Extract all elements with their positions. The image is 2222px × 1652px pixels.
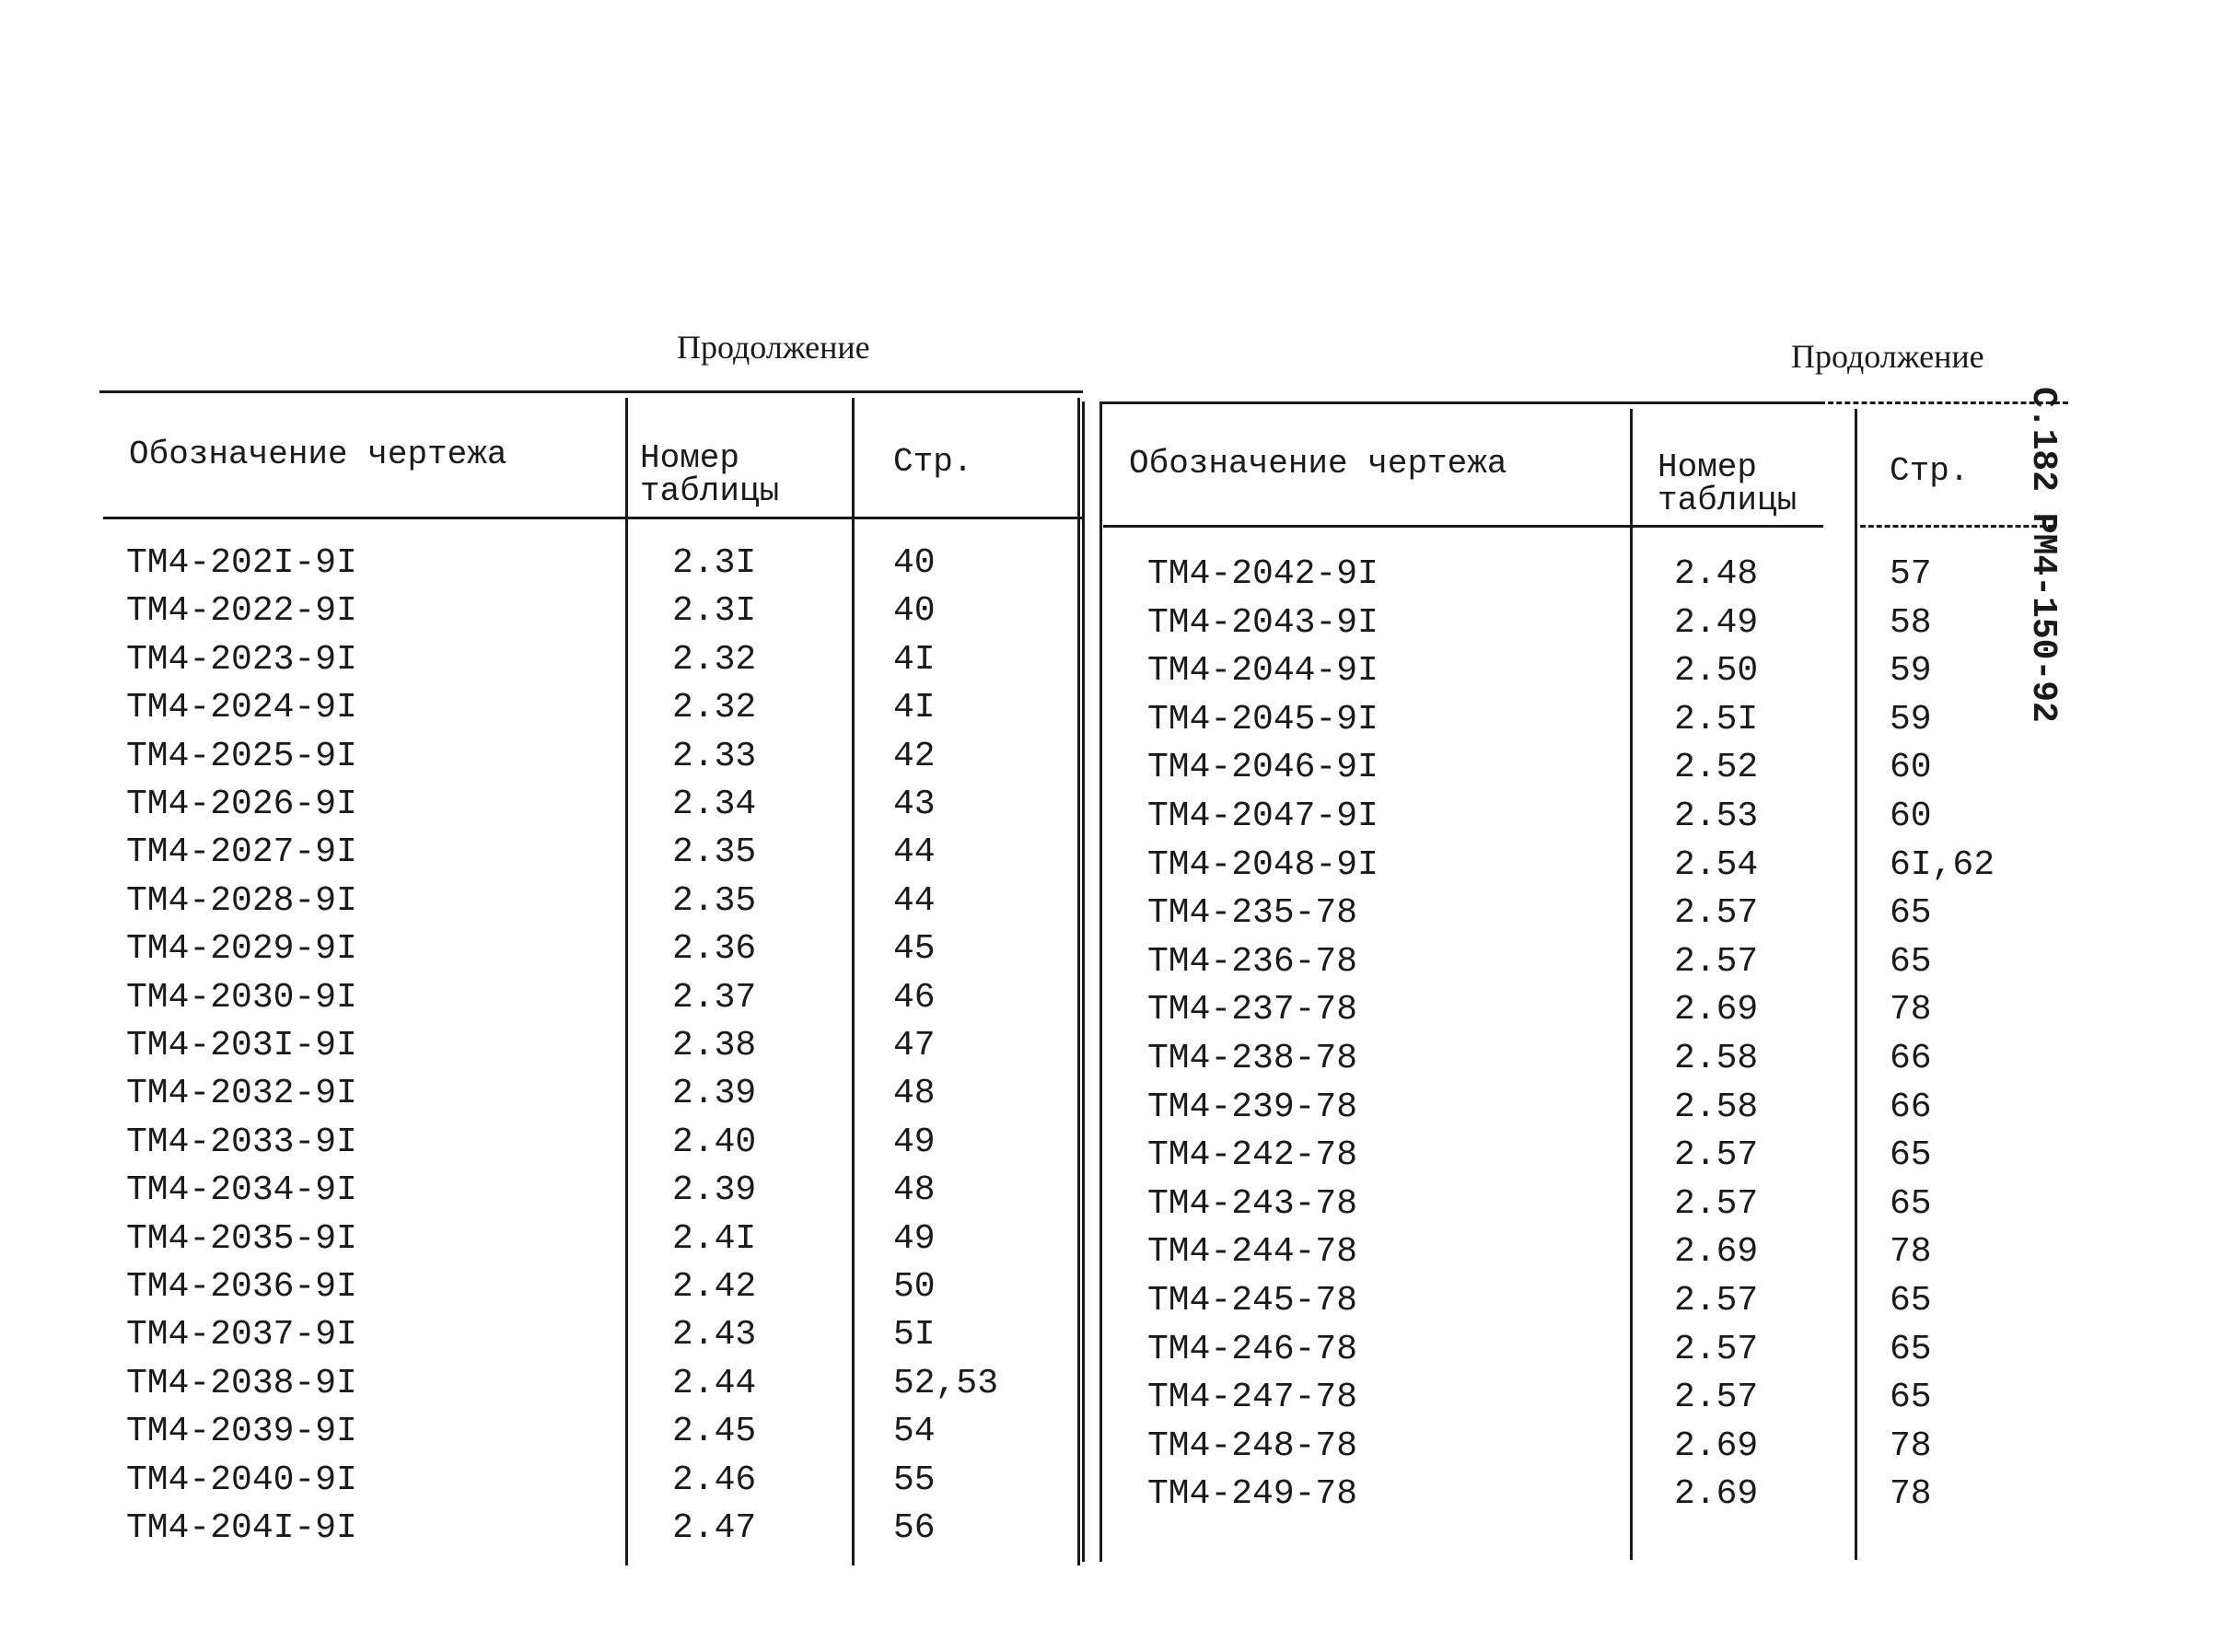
table-no-cell: 2.46 [672, 1460, 757, 1500]
designation-cell: ТМ4-236-78 [1147, 941, 1358, 982]
right-table-col-divider-1 [1630, 409, 1633, 1560]
page-cell: 50 [893, 1267, 936, 1307]
page-cell: 5I [893, 1315, 936, 1355]
page-cell: 58 [1890, 602, 1932, 643]
designation-cell: ТМ4-247-78 [1147, 1378, 1358, 1418]
page-cell: 44 [893, 880, 936, 921]
designation-cell: ТМ4-237-78 [1147, 990, 1358, 1030]
page-cell: 4I [893, 639, 936, 680]
table-no-cell: 2.57 [1674, 1378, 1759, 1418]
right-header-table-no: Номер таблицы [1658, 448, 1797, 519]
page-cell: 42 [893, 736, 936, 776]
page-cell: 6I,62 [1890, 844, 1995, 885]
table-no-cell: 2.57 [1674, 1183, 1759, 1224]
table-no-cell: 2.53 [1674, 797, 1759, 836]
page-label: С.182 РМ4-150-92 [2023, 387, 2063, 723]
table-no-cell: 2.40 [672, 1122, 757, 1162]
page-cell: 66 [1890, 1039, 1932, 1078]
page-cell: 49 [893, 1218, 936, 1259]
table-no-cell: 2.69 [1674, 1474, 1759, 1515]
table-no-cell: 2.54 [1674, 844, 1759, 885]
table-no-cell: 2.4I [672, 1218, 757, 1259]
page-cell: 52,53 [893, 1363, 999, 1403]
designation-cell: ТМ4-2036-9I [126, 1267, 357, 1307]
designation-cell: ТМ4-246-78 [1147, 1329, 1358, 1369]
designation-cell: ТМ4-2048-9I [1147, 844, 1379, 885]
page-cell: 54 [893, 1412, 936, 1452]
table-no-cell: 2.69 [1674, 1232, 1759, 1273]
designation-cell: ТМ4-2039-9I [126, 1412, 357, 1452]
designation-cell: ТМ4-2046-9I [1147, 748, 1379, 788]
left-table-top-rule [99, 390, 1083, 393]
page-cell: 66 [1890, 1087, 1932, 1127]
designation-cell: ТМ4-2027-9I [126, 832, 357, 873]
designation-cell: ТМ4-248-78 [1147, 1425, 1358, 1466]
page-cell: 40 [893, 591, 936, 632]
designation-cell: ТМ4-2026-9I [126, 785, 357, 824]
table-no-cell: 2.69 [1674, 1425, 1759, 1466]
designation-cell: ТМ4-2045-9I [1147, 699, 1379, 739]
table-no-cell: 2.47 [672, 1508, 757, 1548]
right-continuation-caption: Продолжение [1791, 338, 1984, 375]
page-cell: 4I [893, 688, 936, 728]
designation-cell: ТМ4-2043-9I [1147, 602, 1379, 643]
table-no-cell: 2.52 [1674, 748, 1759, 788]
page-cell: 40 [893, 543, 936, 583]
page-cell: 65 [1890, 941, 1932, 982]
page-cell: 55 [893, 1460, 936, 1500]
designation-cell: ТМ4-2035-9I [126, 1218, 357, 1259]
designation-cell: ТМ4-2030-9I [126, 977, 357, 1018]
table-no-cell: 2.57 [1674, 1135, 1759, 1176]
left-table-col-divider-1 [625, 398, 628, 1565]
designation-cell: ТМ4-244-78 [1147, 1232, 1358, 1273]
designation-cell: ТМ4-2028-9I [126, 880, 357, 921]
page-cell: 49 [893, 1122, 936, 1162]
designation-cell: ТМ4-2040-9I [126, 1460, 357, 1500]
page-cell: 78 [1890, 1232, 1932, 1273]
table-no-cell: 2.36 [672, 929, 757, 970]
table-no-cell: 2.45 [672, 1412, 757, 1452]
table-no-cell: 2.69 [1674, 990, 1759, 1030]
designation-cell: ТМ4-2029-9I [126, 929, 357, 970]
table-no-cell: 2.38 [672, 1026, 757, 1065]
designation-cell: ТМ4-2023-9I [126, 639, 357, 680]
designation-cell: ТМ4-243-78 [1147, 1183, 1358, 1224]
page-cell: 60 [1890, 748, 1932, 788]
page-cell: 43 [893, 785, 936, 824]
page-cell: 78 [1890, 1425, 1932, 1466]
table-no-cell: 2.33 [672, 736, 757, 776]
table-no-cell: 2.35 [672, 832, 757, 873]
page-cell: 65 [1890, 1281, 1932, 1320]
table-no-cell: 2.57 [1674, 1281, 1759, 1320]
table-no-cell: 2.42 [672, 1267, 757, 1307]
table-no-cell: 2.48 [1674, 554, 1759, 594]
page-cell: 65 [1890, 1135, 1932, 1176]
right-table-top-rule [1101, 401, 1820, 404]
table-no-cell: 2.57 [1674, 893, 1759, 934]
page-cell: 78 [1890, 1474, 1932, 1515]
page-cell: 56 [893, 1508, 936, 1548]
table-no-cell: 2.58 [1674, 1039, 1759, 1078]
page-cell: 59 [1890, 651, 1932, 692]
table-no-cell: 2.44 [672, 1363, 757, 1403]
right-table-left-border [1099, 401, 1102, 1562]
table-no-cell: 2.39 [672, 1074, 757, 1114]
page-cell: 59 [1890, 699, 1932, 739]
designation-cell: ТМ4-202I-9I [126, 543, 357, 583]
page-cell: 60 [1890, 797, 1932, 836]
right-table-col-divider-2 [1855, 409, 1857, 1560]
page-cell: 47 [893, 1026, 936, 1065]
table-no-cell: 2.3I [672, 543, 757, 583]
page-cell: 65 [1890, 1183, 1932, 1224]
table-no-cell: 2.32 [672, 639, 757, 680]
designation-cell: ТМ4-239-78 [1147, 1087, 1358, 1127]
designation-cell: ТМ4-2022-9I [126, 591, 357, 632]
right-table-top-rule-dashed [1820, 401, 2068, 404]
table-no-cell: 2.35 [672, 880, 757, 921]
table-no-cell: 2.32 [672, 688, 757, 728]
table-no-cell: 2.58 [1674, 1087, 1759, 1127]
page-cell: 78 [1890, 990, 1932, 1030]
left-continuation-caption: Продолжение [677, 329, 870, 366]
designation-cell: ТМ4-203I-9I [126, 1026, 357, 1065]
page-cell: 44 [893, 832, 936, 873]
table-no-cell: 2.57 [1674, 1329, 1759, 1369]
designation-cell: ТМ4-242-78 [1147, 1135, 1358, 1176]
table-no-cell: 2.37 [672, 977, 757, 1018]
designation-cell: ТМ4-2038-9I [126, 1363, 357, 1403]
table-no-cell: 2.49 [1674, 602, 1759, 643]
page-cell: 48 [893, 1074, 936, 1114]
designation-cell: ТМ4-2033-9I [126, 1122, 357, 1162]
table-no-cell: 2.39 [672, 1170, 757, 1211]
right-table-header-rule [1103, 525, 1823, 528]
page-cell: 45 [893, 929, 936, 970]
designation-cell: ТМ4-245-78 [1147, 1281, 1358, 1320]
page-cell: 57 [1890, 554, 1932, 594]
right-table-left-border-outer [1082, 401, 1085, 1562]
designation-cell: ТМ4-204I-9I [126, 1508, 357, 1548]
designation-cell: ТМ4-235-78 [1147, 893, 1358, 934]
designation-cell: ТМ4-2034-9I [126, 1170, 357, 1211]
page-cell: 65 [1890, 1378, 1932, 1418]
left-table-right-border [1077, 398, 1080, 1565]
table-no-cell: 2.5I [1674, 699, 1759, 739]
table-no-cell: 2.43 [672, 1315, 757, 1355]
table-no-cell: 2.3I [672, 591, 757, 632]
designation-cell: ТМ4-2042-9I [1147, 554, 1379, 594]
left-table-col-divider-2 [852, 398, 855, 1565]
left-header-table-no: Номер таблицы [640, 439, 780, 510]
right-header-designation: Обозначение чертежа [1129, 445, 1507, 483]
table-no-cell: 2.57 [1674, 941, 1759, 982]
right-header-page: Стр. [1890, 452, 1970, 490]
page-cell: 46 [893, 977, 936, 1018]
designation-cell: ТМ4-2037-9I [126, 1315, 357, 1355]
designation-cell: ТМ4-2044-9I [1147, 651, 1379, 692]
table-no-cell: 2.34 [672, 785, 757, 824]
designation-cell: ТМ4-2024-9I [126, 688, 357, 728]
page-cell: 65 [1890, 1329, 1932, 1369]
designation-cell: ТМ4-2047-9I [1147, 797, 1379, 836]
page-cell: 65 [1890, 893, 1932, 934]
table-no-cell: 2.50 [1674, 651, 1759, 692]
page-cell: 48 [893, 1170, 936, 1211]
left-header-designation: Обозначение чертежа [129, 436, 507, 473]
left-table-header-rule [103, 517, 1083, 519]
designation-cell: ТМ4-249-78 [1147, 1474, 1358, 1515]
left-header-page: Стр. [893, 443, 973, 481]
designation-cell: ТМ4-238-78 [1147, 1039, 1358, 1078]
right-table-header-rule-dashed [1860, 525, 2053, 528]
designation-cell: ТМ4-2032-9I [126, 1074, 357, 1114]
designation-cell: ТМ4-2025-9I [126, 736, 357, 776]
